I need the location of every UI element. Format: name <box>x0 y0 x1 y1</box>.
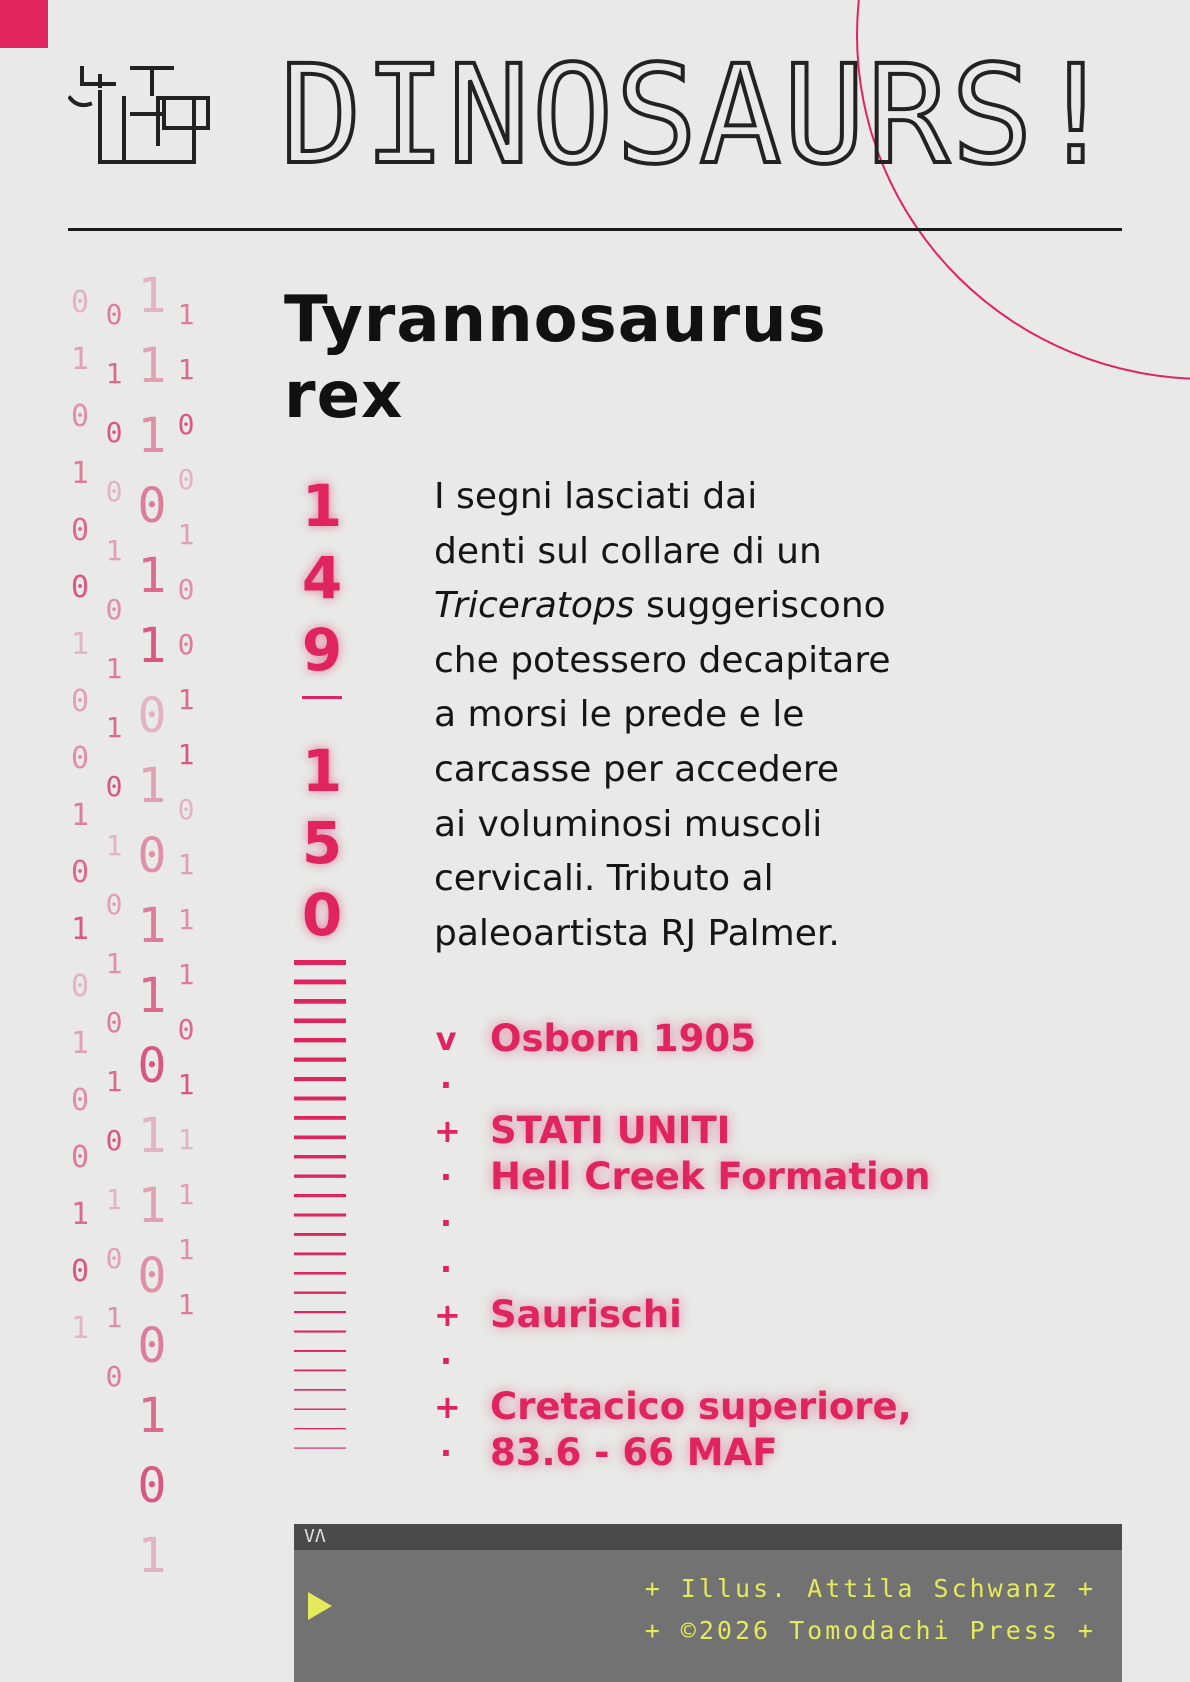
progress-bar-tick <box>294 1428 346 1429</box>
card-number-current <box>290 470 354 686</box>
progress-bar-tick <box>294 1253 346 1256</box>
page-title: DINOSAURS! <box>280 37 1119 195</box>
binary-digit: 0 <box>70 684 90 719</box>
binary-digit: 1 <box>105 711 123 744</box>
card-number-total <box>290 735 354 951</box>
info-author: Osborn 1905 <box>490 1017 756 1060</box>
binary-digit: 1 <box>177 1178 195 1211</box>
species-epithet: rex <box>284 359 404 433</box>
progress-bar-tick <box>294 1019 346 1024</box>
binary-digit: 1 <box>105 1183 123 1216</box>
binary-digit: 0 <box>177 1013 195 1046</box>
credit-copyright: + ©2026 Tomodachi Press + <box>644 1616 1096 1645</box>
footer-credits-panel <box>294 1550 1122 1682</box>
dot-marker: · <box>439 1204 453 1242</box>
binary-digit: 1 <box>177 848 195 881</box>
progress-bar-tick <box>294 1116 346 1120</box>
species-description <box>434 470 994 961</box>
binary-digit: 1 <box>137 1178 167 1234</box>
progress-bar-tick <box>294 980 346 985</box>
binary-digit: 1 <box>137 898 167 954</box>
binary-pattern <box>66 270 206 1670</box>
binary-digit: 1 <box>177 518 195 551</box>
binary-digit: 0 <box>70 285 90 320</box>
binary-digit: 1 <box>70 1026 90 1061</box>
desc-line <box>434 579 994 634</box>
binary-digit: 1 <box>177 1123 195 1156</box>
card-digit: 9 <box>301 616 343 684</box>
binary-digit: 1 <box>70 912 90 947</box>
binary-digit: 0 <box>105 1242 123 1275</box>
desc-line-tail: suggeriscono <box>646 585 886 627</box>
binary-digit: 1 <box>177 1233 195 1266</box>
binary-digit: 0 <box>137 478 167 534</box>
progress-bars <box>294 960 346 1470</box>
binary-digit: 0 <box>105 770 123 803</box>
binary-digit: 0 <box>105 888 123 921</box>
binary-digit: 1 <box>177 683 195 716</box>
corner-accent-square <box>0 0 48 48</box>
binary-digit: 0 <box>137 1458 167 1514</box>
binary-digit: 0 <box>177 628 195 661</box>
progress-bar-tick <box>294 1331 346 1333</box>
binary-digit: 1 <box>137 408 167 464</box>
desc-italic-word: Triceratops <box>434 585 635 627</box>
chevron-down-icon: v <box>435 1020 457 1058</box>
dot-marker: · <box>439 1250 453 1288</box>
binary-digit: 1 <box>70 456 90 491</box>
binary-digit: 1 <box>177 1068 195 1101</box>
binary-digit: 0 <box>70 513 90 548</box>
desc-line: paleoartista RJ Palmer. <box>434 912 840 954</box>
binary-digit: 1 <box>105 534 123 567</box>
desc-line: che potessero decapitare <box>434 639 891 681</box>
binary-digit: 1 <box>137 270 167 324</box>
dino-glyph-logo-icon <box>68 64 236 166</box>
binary-digit: 1 <box>70 798 90 833</box>
progress-bar-tick <box>294 1350 346 1352</box>
binary-digit: 0 <box>137 1038 167 1094</box>
info-country: STATI UNITI <box>490 1109 731 1152</box>
progress-bar-tick <box>294 1292 346 1294</box>
desc-line: ai voluminosi muscoli <box>434 803 823 845</box>
progress-bar-tick <box>294 1233 346 1236</box>
dot-marker: · <box>439 1158 453 1196</box>
plus-icon: + <box>434 1112 461 1150</box>
dot-marker: · <box>439 1066 453 1104</box>
progress-bar-tick <box>294 1389 346 1391</box>
binary-digit: 0 <box>137 828 167 884</box>
desc-line: a morsi le prede e le <box>434 694 805 736</box>
binary-digit: 0 <box>137 1248 167 1304</box>
binary-digit: 0 <box>70 570 90 605</box>
progress-bar-tick <box>294 1311 346 1313</box>
card-digit: 5 <box>301 809 343 877</box>
binary-digit: 1 <box>177 903 195 936</box>
binary-digit: 0 <box>137 1318 167 1374</box>
progress-bar-tick <box>294 1272 346 1275</box>
info-period: Cretacico superiore, <box>490 1385 912 1428</box>
binary-digit: 1 <box>177 958 195 991</box>
progress-bar-tick <box>294 1175 346 1178</box>
binary-digit: 0 <box>105 593 123 626</box>
progress-bar-tick <box>294 1155 346 1158</box>
header-divider <box>68 228 1122 231</box>
binary-digit: 0 <box>105 475 123 508</box>
dot-marker: · <box>439 1434 453 1472</box>
desc-line: carcasse per accedere <box>434 748 840 790</box>
dot-marker: · <box>439 1342 453 1380</box>
progress-bar-tick <box>294 999 346 1004</box>
desc-line: denti sul collare di un <box>434 530 822 572</box>
progress-bar-tick <box>294 1214 346 1217</box>
info-formation: Hell Creek Formation <box>490 1155 931 1198</box>
credit-illustration: + Illus. Attila Schwanz + <box>644 1574 1096 1603</box>
binary-digit: 1 <box>177 1288 195 1321</box>
binary-digit: 1 <box>105 1065 123 1098</box>
binary-digit: 0 <box>105 298 123 331</box>
footer-tab-bar <box>294 1524 1122 1550</box>
binary-digit: 0 <box>105 1360 123 1393</box>
binary-digit: 0 <box>70 1254 90 1289</box>
binary-digit: 0 <box>177 463 195 496</box>
progress-bar-tick <box>294 1370 346 1372</box>
binary-digit: 1 <box>137 968 167 1024</box>
card-digit: 4 <box>301 544 343 612</box>
binary-digit: 1 <box>137 548 167 604</box>
binary-digit: 0 <box>177 573 195 606</box>
desc-line: I segni lasciati dai <box>434 476 758 517</box>
binary-digit: 1 <box>177 353 195 386</box>
progress-bar-tick <box>294 1136 346 1140</box>
binary-digit: 1 <box>177 738 195 771</box>
card-digit: 1 <box>301 472 343 540</box>
species-name <box>284 282 827 434</box>
binary-digit: 0 <box>177 408 195 441</box>
info-clade: Saurischi <box>490 1293 682 1336</box>
progress-bar-tick <box>294 1077 346 1081</box>
footer-tab-label: VΛ <box>304 1526 326 1547</box>
credits <box>645 1568 1096 1652</box>
binary-digit: 0 <box>70 741 90 776</box>
progress-bar-tick <box>294 1038 346 1042</box>
binary-digit: 0 <box>70 399 90 434</box>
card-digit: 1 <box>301 737 343 805</box>
progress-bar-tick <box>294 1448 346 1449</box>
binary-digit: 1 <box>70 1197 90 1232</box>
binary-digit: 0 <box>105 1124 123 1157</box>
card-number <box>290 470 354 951</box>
binary-digit: 0 <box>105 416 123 449</box>
binary-digit: 1 <box>137 1528 167 1584</box>
binary-digit: 1 <box>177 298 195 331</box>
binary-digit: 1 <box>137 1108 167 1164</box>
binary-digit: 1 <box>70 342 90 377</box>
plus-icon: + <box>434 1388 461 1426</box>
binary-digit: 1 <box>105 829 123 862</box>
binary-digit: 0 <box>70 855 90 890</box>
card-number-divider <box>302 696 342 699</box>
binary-digit: 0 <box>177 793 195 826</box>
plus-icon: + <box>434 1296 461 1334</box>
binary-digit: 1 <box>70 1311 90 1346</box>
progress-bar-tick <box>294 1097 346 1101</box>
binary-digit: 1 <box>105 947 123 980</box>
binary-digit: 0 <box>105 1006 123 1039</box>
species-genus: Tyrannosaurus <box>284 283 827 357</box>
progress-bar-tick <box>294 960 346 965</box>
info-period-range: 83.6 - 66 MAF <box>490 1431 778 1474</box>
binary-digit: 0 <box>137 688 167 744</box>
binary-digit: 0 <box>70 1140 90 1175</box>
binary-digit: 1 <box>70 627 90 662</box>
binary-digit: 0 <box>70 969 90 1004</box>
progress-bar-tick <box>294 1058 346 1062</box>
progress-bar-tick <box>294 1194 346 1197</box>
desc-line: cervicali. Tributo al <box>434 858 774 900</box>
play-icon[interactable] <box>308 1592 332 1620</box>
binary-digit: 1 <box>137 618 167 674</box>
binary-digit: 1 <box>105 357 123 390</box>
binary-digit: 1 <box>137 338 167 394</box>
binary-digit: 0 <box>70 1083 90 1118</box>
progress-bar-tick <box>294 1409 346 1410</box>
binary-digit: 1 <box>137 1388 167 1444</box>
binary-digit: 1 <box>105 652 123 685</box>
binary-digit: 1 <box>137 758 167 814</box>
binary-digit: 1 <box>105 1301 123 1334</box>
card-digit: 0 <box>301 881 343 949</box>
